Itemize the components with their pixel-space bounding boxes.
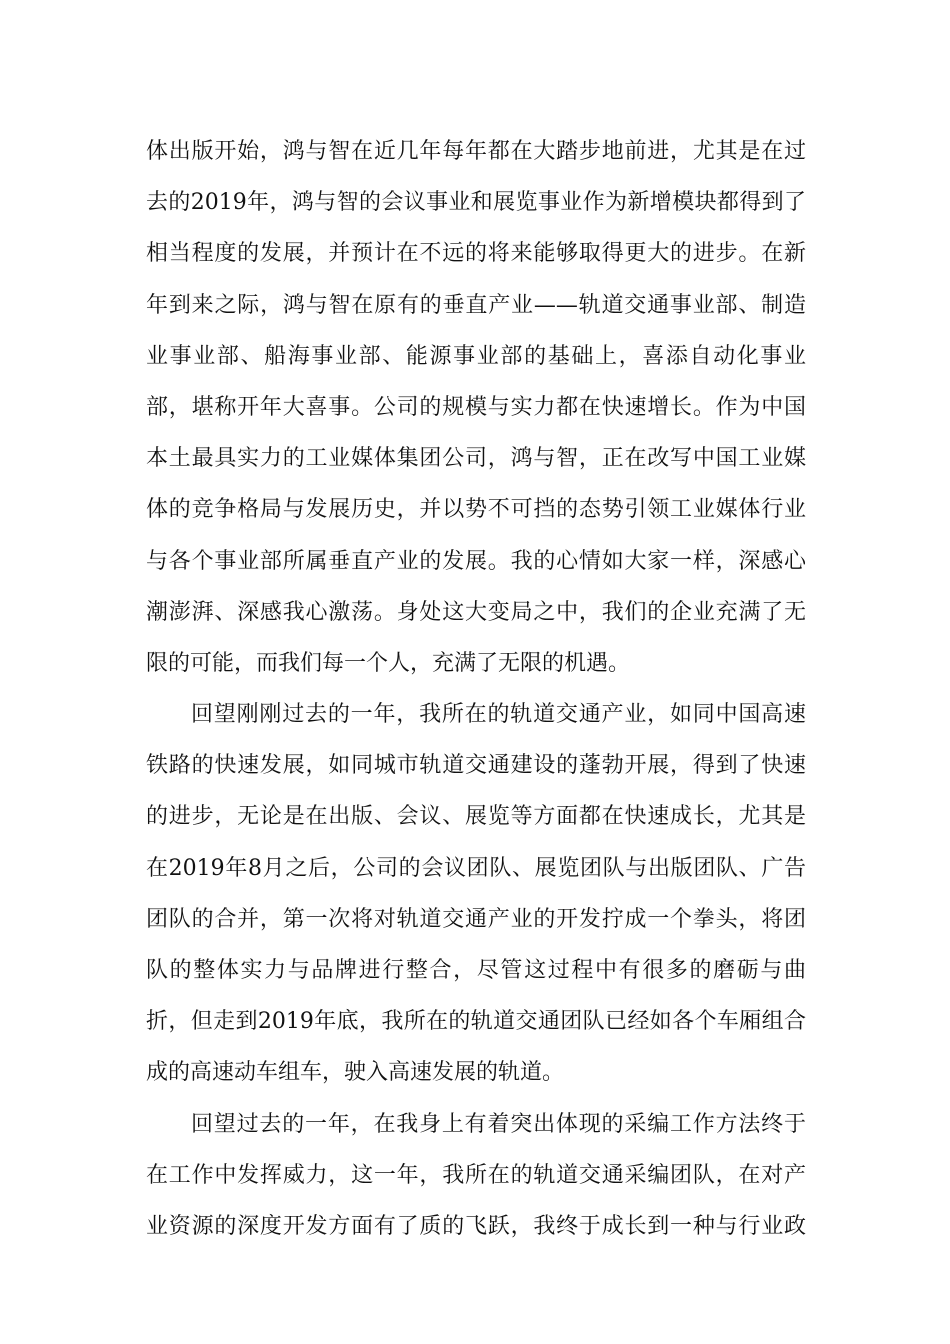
text-line: 铁路的快速发展，如同城市轨道交通建设的蓬勃开展，得到了快速 <box>146 753 806 779</box>
text-line: 折，但走到2019年底，我所在的轨道交通团队已经如各个车厢组合 <box>146 1009 806 1035</box>
text-line: 部，堪称开年大喜事。公司的规模与实力都在快速增长。作为中国 <box>146 394 806 420</box>
text-line: 在2019年8月之后，公司的会议团队、展览团队与出版团队、广告 <box>146 855 806 881</box>
text-line: 业资源的深度开发方面有了质的飞跃，我终于成长到一种与行业政 <box>146 1213 806 1239</box>
text-line: 回望过去的一年，在我身上有着突出体现的采编工作方法终于 <box>191 1111 806 1137</box>
text-line: 体出版开始，鸿与智在近几年每年都在大踏步地前进，尤其是在过 <box>146 139 806 164</box>
text-line: 限的可能，而我们每一个人，充满了无限的机遇。 <box>146 650 631 676</box>
text-line: 去的2019年，鸿与智的会议事业和展览事业作为新增模块都得到了 <box>146 190 806 216</box>
paragraph-2 <box>146 689 806 1099</box>
text-line: 回望刚刚过去的一年，我所在的轨道交通产业，如同中国高速 <box>191 702 806 728</box>
text-line: 队的整体实力与品牌进行整合，尽管这过程中有很多的磨砺与曲 <box>146 958 806 983</box>
body-text <box>146 126 806 1252</box>
text-line: 本土最具实力的工业媒体集团公司，鸿与智，正在改写中国工业媒 <box>146 446 806 472</box>
text-line: 在工作中发挥威力，这一年，我所在的轨道交通采编团队，在对产 <box>146 1162 806 1188</box>
text-line: 与各个事业部所属垂直产业的发展。我的心情如大家一样，深感心 <box>146 548 806 574</box>
text-line: 相当程度的发展，并预计在不远的将来能够取得更大的进步。在新 <box>146 241 806 267</box>
text-line: 体的竞争格局与发展历史，并以势不可挡的态势引领工业媒体行业 <box>146 497 806 523</box>
text-line: 业事业部、船海事业部、能源事业部的基础上，喜添自动化事业 <box>146 343 806 369</box>
paragraph-1 <box>146 126 806 689</box>
text-line: 潮澎湃、深感我心激荡。身处这大变局之中，我们的企业充满了无 <box>146 599 806 625</box>
text-line: 年到来之际，鸿与智在原有的垂直产业——轨道交通事业部、制造 <box>146 292 806 318</box>
text-line: 团队的合并，第一次将对轨道交通产业的开发拧成一个拳头，将团 <box>146 906 806 932</box>
text-line: 成的高速动车组车，驶入高速发展的轨道。 <box>146 1060 565 1086</box>
text-line: 的进步，无论是在出版、会议、展览等方面都在快速成长，尤其是 <box>146 804 806 830</box>
paragraph-3 <box>146 1099 806 1253</box>
